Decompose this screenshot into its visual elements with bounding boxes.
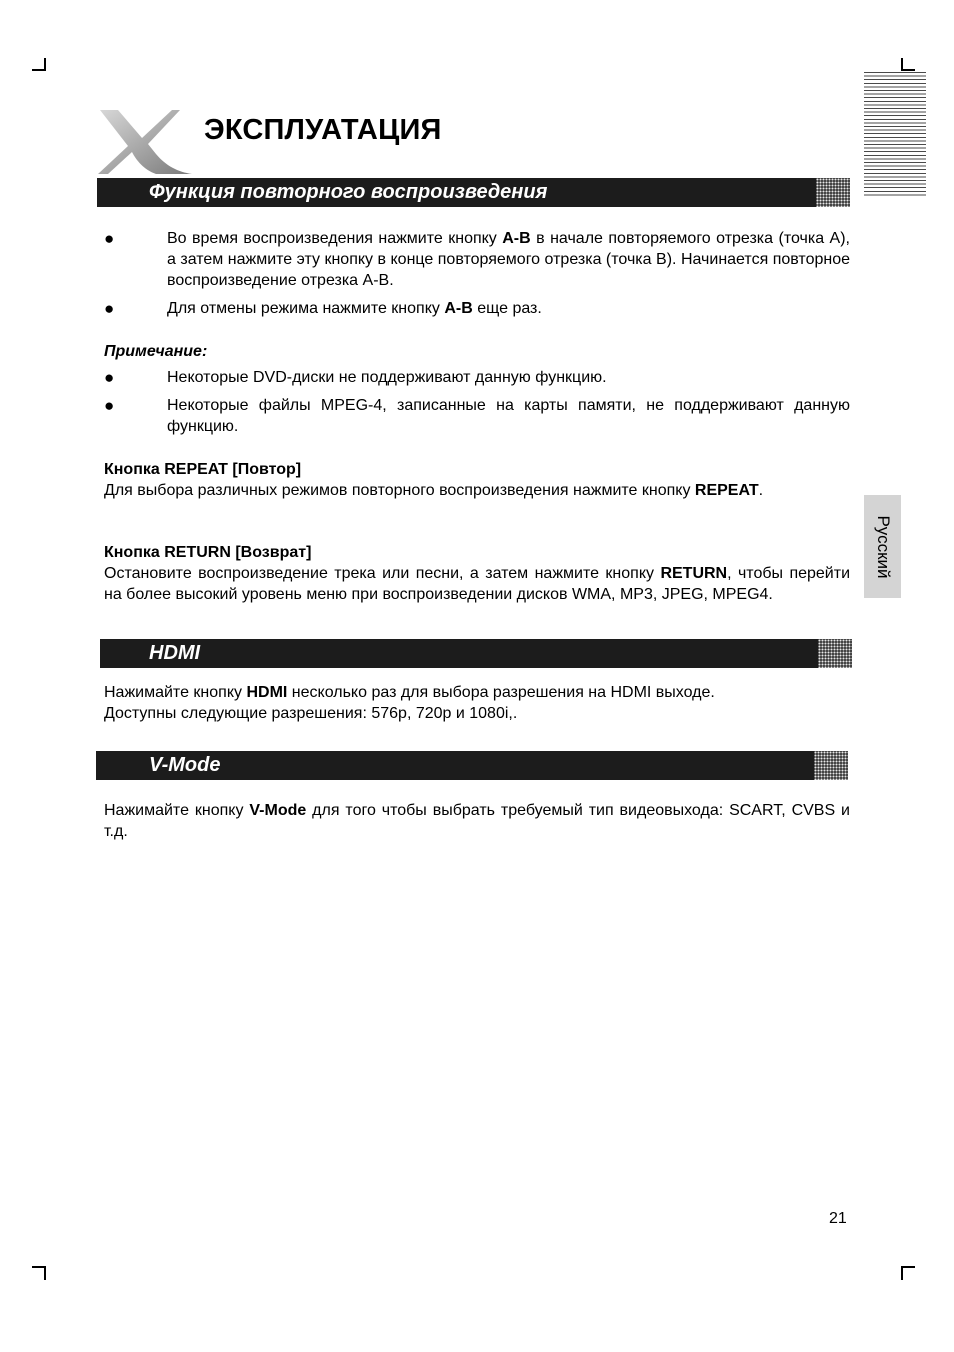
note-label: Примечание: <box>104 343 208 360</box>
dot-pattern-decoration <box>816 178 852 207</box>
crop-mark-top-right <box>901 69 915 71</box>
language-tab-label: Русский <box>873 514 893 579</box>
brand-logo-icon <box>96 108 194 176</box>
bullet-icon: ● <box>104 229 115 248</box>
section-header-hdmi <box>100 639 852 668</box>
section-header-vmode <box>96 751 848 780</box>
list-item: Во время воспроизведения нажмите кнопку A-B в начале повторяемого отрезка (точка A), а затем нажмите эту кнопку в конце повторяемого отрезка (точка B). Начинается повторное воспроизведение отрезка A-B. <box>167 230 850 289</box>
hdmi-description: Нажимайте кнопку HDMI несколько раз для выбора разрешения на HDMI выходе. Доступны следующие разрешения: 576p, 720p и 1080i,. <box>104 684 715 722</box>
bullet-icon: ● <box>104 368 115 387</box>
return-button-description: Остановите воспроизведение трека или песни, а затем нажмите кнопку RETURN, чтобы перейти на более высокий уровень меню при воспроизведении дисков WMA, MP3, JPEG, MPEG4. <box>104 565 851 603</box>
striped-decoration <box>864 72 926 198</box>
section-title: Функция повторного воспроизведения <box>149 181 548 203</box>
page-title: ЭКСПЛУАТАЦИЯ <box>204 114 442 146</box>
list-item: Для отмены режима нажмите кнопку A-B еще раз. <box>167 300 542 317</box>
crop-mark-bottom-right <box>901 1266 915 1268</box>
section-header-repeat <box>97 178 850 207</box>
bullet-icon: ● <box>104 396 115 415</box>
list-item: Некоторые файлы MPEG-4, записанные на карты памяти, не поддерживают данную функцию. <box>167 397 850 435</box>
bullet-icon: ● <box>104 299 115 318</box>
vmode-description: Нажимайте кнопку V-Mode для того чтобы выбрать требуемый тип видеовыхода: SCART, CVBS и т.д. <box>104 802 850 840</box>
return-button-heading: Кнопка RETURN [Возврат] <box>104 544 312 561</box>
dot-pattern-decoration <box>814 751 850 780</box>
dot-pattern-decoration <box>818 639 854 668</box>
crop-mark-bottom-left <box>44 1266 46 1280</box>
repeat-button-description: Для выбора различных режимов повторного воспроизведения нажмите кнопку REPEAT. <box>104 482 764 499</box>
section-title: V-Mode <box>149 754 221 776</box>
section-title: HDMI <box>149 642 201 664</box>
repeat-button-heading: Кнопка REPEAT [Повтор] <box>104 461 302 478</box>
list-item: Некоторые DVD-диски не поддерживают данную функцию. <box>167 369 607 386</box>
crop-mark-top-left <box>32 69 46 71</box>
page-number: 21 <box>829 1210 847 1227</box>
crop-mark-bottom-left <box>32 1266 46 1268</box>
language-tab <box>864 495 901 598</box>
crop-mark-bottom-right <box>901 1266 903 1280</box>
